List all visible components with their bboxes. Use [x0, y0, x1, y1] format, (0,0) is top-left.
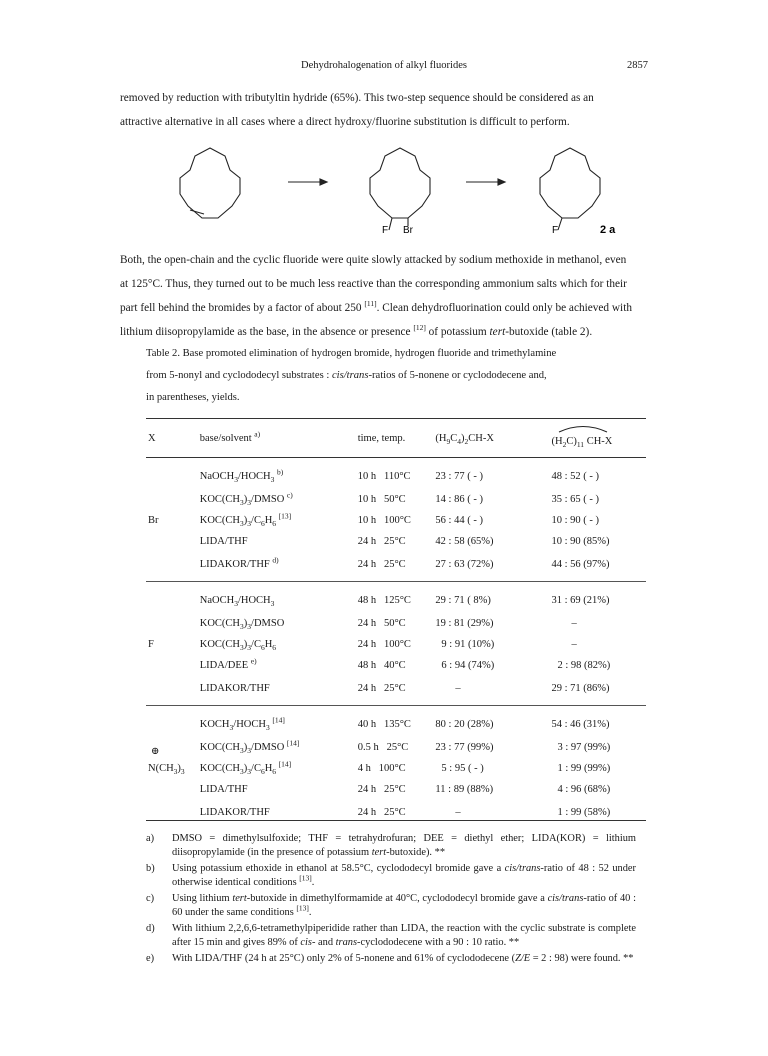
base-cell: $KOC(CH_3)_3$/DMSO: [199, 618, 285, 632]
cyclododecene-cell: –: [571, 618, 577, 629]
table-row: [146, 613, 646, 634]
table-row: [146, 458, 646, 490]
table-row: [146, 737, 646, 758]
time-cell: 10 h 110°C: [357, 471, 411, 482]
nonene-cell: –: [433, 676, 549, 706]
time-cell: 24 h 25°C: [356, 552, 434, 582]
base-cell: $NaOCH_3/HOCH_3$: [199, 595, 275, 609]
time-cell: 48 h 125°C: [357, 595, 411, 606]
label-fluorine: F: [382, 225, 389, 234]
table-footnotes: [146, 832, 636, 969]
paragraph-intro: [120, 86, 660, 134]
time-cell: 24 h 25°C: [357, 784, 406, 795]
time-cell: 4 h 100°C: [357, 763, 406, 774]
results-table: [146, 418, 646, 829]
cyclododecene-cell: 48 : 52 ( - ): [551, 471, 600, 482]
cyclododecene-cell: 1 : 99 (99%): [557, 763, 611, 774]
nonene-cell: 23 : 77 ( - ): [435, 471, 483, 482]
table-row: [146, 489, 646, 510]
time-cell: 24 h 25°C: [357, 806, 406, 818]
footnote-c: c) Using lithium tert-butoxide in dimethylformamide at 40°C, cyclododecyl bromide gave a cis/trans-ratio of 40 : 60 under the same conditions [13].: [146, 893, 636, 918]
cyclododecene-cell: 29 : 71 (86%): [549, 676, 646, 706]
text-line: at 125°C. Thus, they turned out to be much less reactive than the corresponding ammonium salts which for their: [120, 278, 627, 290]
paragraph-results: [120, 248, 660, 344]
table-row: [146, 582, 646, 614]
table-row: [146, 531, 646, 552]
nonene-cell: 9 : 91 (10%): [441, 639, 495, 650]
nonene-cell: 6 : 94 (74%): [441, 660, 495, 671]
cyclododecene-cell: –: [571, 639, 577, 650]
reaction-scheme: [170, 142, 630, 234]
nonene-cell: –: [455, 806, 461, 818]
table-header-row: [146, 419, 646, 458]
cyclododecyl-fluoride-structure: [540, 148, 600, 218]
footnote-e: e) With LIDA/THF (24 h at 25°C) only 2% of 5-nonene and 61% of cyclododecene (Z/E = 2 : 98) were found. **: [146, 953, 634, 964]
cyclododecene-cell: 2 : 98 (82%): [557, 660, 611, 671]
nonene-cell: 11 : 89 (88%): [435, 784, 494, 795]
cyclododecene-structure: [180, 148, 240, 218]
cyclododecene-cell: 54 : 46 (31%): [551, 719, 610, 730]
table-row: [146, 510, 646, 531]
footnote-divider: [146, 820, 646, 821]
nonene-cell: 29 : 71 ( 8%): [435, 595, 491, 606]
base-cell: LIDA/THF: [199, 784, 248, 795]
base-cell: $KOC(CH_3)_3/C_6H_6$ [14]: [199, 759, 292, 777]
label-fluorine: F: [552, 225, 559, 234]
citation: [11]: [364, 299, 377, 309]
base-cell: $NaOCH_3/HOCH_3$ $^{b)}$: [199, 467, 284, 485]
citation: [12]: [413, 323, 426, 333]
header-cyclododecyl: $(H_2C)_{11}$ CH-X: [549, 419, 646, 458]
text-line: attractive alternative in all cases where a direct hydroxy/fluorine substitution is difficult to perform.: [120, 116, 570, 128]
nonene-cell: 80 : 20 (28%): [435, 719, 494, 730]
table-row: [146, 655, 646, 676]
time-cell: 48 h 40°C: [357, 660, 406, 671]
ring-arc-icon: [557, 425, 609, 433]
base-cell: $KOC(CH_3)_3$/DMSO $^{c)}$: [199, 490, 293, 508]
time-cell: 24 h 100°C: [357, 639, 411, 650]
base-cell: LIDA/THF: [199, 536, 248, 547]
base-cell: LIDAKOR/THF: [199, 806, 270, 818]
text-line: Both, the open-chain and the cyclic fluoride were quite slowly attacked by sodium methoxide in methanol, even: [120, 254, 627, 266]
table-row: [146, 634, 646, 655]
base-cell: $KOC(CH_3)_3$/DMSO [14]: [199, 738, 300, 756]
table-row: [146, 779, 646, 800]
x-label-br: Br: [148, 515, 159, 526]
x-label-f: F: [148, 639, 154, 650]
nonene-cell: 27 : 63 (72%): [433, 552, 549, 582]
base-cell: LIDAKOR/THF $^{d)}$: [198, 552, 356, 582]
table-row: [146, 676, 646, 706]
label-bromine: Br: [403, 225, 413, 234]
base-cell: $KOC(CH_3)_3/C_6H_6$: [199, 639, 277, 653]
bromofluorocyclododecane-structure: [370, 148, 430, 218]
nonene-cell: 23 : 77 (99%): [435, 742, 494, 753]
compound-label: 2 a: [600, 224, 616, 234]
text-line: removed by reduction with tributyltin hydride (65%). This two-step sequence should be considered as an: [120, 92, 594, 104]
time-cell: 24 h 25°C: [356, 676, 434, 706]
cyclododecene-cell: 44 : 56 (97%): [549, 552, 646, 582]
time-cell: 24 h 25°C: [357, 536, 406, 547]
header-time: time, temp.: [356, 419, 434, 458]
cyclododecene-cell: 4 : 96 (68%): [557, 784, 611, 795]
cyclododecene-cell: 35 : 65 ( - ): [551, 494, 600, 505]
cyclododecene-cell: 10 : 90 ( - ): [551, 515, 600, 526]
nonene-cell: 19 : 81 (29%): [435, 618, 494, 629]
header-x: X: [146, 419, 198, 458]
footnote-a: a) DMSO = dimethylsulfoxide; THF = tetrahydrofuran; DEE = diethyl ether; LIDA(KOR) = lithium diisopropylamide (in the presence of potassium tert-butoxide). **: [146, 833, 636, 858]
x-label-trimethylammonium: $N(CH_3)_3$: [148, 763, 185, 777]
cyclododecene-cell: 31 : 69 (21%): [551, 595, 610, 606]
nonene-cell: 56 : 44 ( - ): [435, 515, 483, 526]
nonene-cell: 42 : 58 (65%): [435, 536, 494, 547]
base-cell: $KOCH_3/HOCH_3$ [14]: [199, 715, 285, 733]
table-caption: Table 2. Base promoted elimination of hydrogen bromide, hydrogen fluoride and trimethylamine from 5-nonyl and cyclododecyl substrates : cis/trans-ratios of 5-nonene or cyclododecene and, in parentheses, yields.: [146, 348, 557, 403]
header-base: base/solvent $^{a)}$: [198, 419, 356, 458]
table-row: [146, 552, 646, 582]
table-row: [146, 758, 646, 779]
text-line: part fell behind the bromides by a factor of about 250 [11]. Clean dehydrofluorination could only be achieved with: [120, 299, 632, 314]
running-title: Dehydrohalogenation of alkyl fluorides: [301, 60, 467, 71]
time-cell: 40 h 135°C: [357, 719, 411, 730]
table-row: [146, 706, 646, 738]
cyclododecene-cell: 1 : 99 (58%): [557, 806, 611, 818]
time-cell: 0.5 h 25°C: [357, 742, 409, 753]
time-cell: 10 h 50°C: [357, 494, 406, 505]
time-cell: 24 h 50°C: [357, 618, 406, 629]
base-cell: $KOC(CH_3)_3/C_6H_6$ [13]: [199, 511, 292, 529]
footnote-d: d) With lithium 2,2,6,6-tetramethylpiperidide rather than LIDA, the reaction with the cyclic substrate is complete after 15 min and gives 89% of cis- and trans-cyclododecene with a 90 : 10 ratio. **: [146, 923, 636, 948]
base-cell: LIDAKOR/THF: [198, 676, 356, 706]
time-cell: 10 h 100°C: [357, 515, 411, 526]
cyclododecene-cell: 3 : 97 (99%): [557, 742, 611, 753]
cyclododecene-cell: 10 : 90 (85%): [551, 536, 610, 547]
header-nonyl: $(H_9C_4)_2CH-X$: [433, 419, 549, 458]
text-line: lithium diisopropylamide as the base, in the absence or presence [12] of potassium tert-butoxide (table 2).: [120, 323, 593, 338]
footnote-b: b) Using potassium ethoxide in ethanol at 58.5°C, cyclododecyl bromide gave a cis/trans-ratio of 48 : 52 under otherwise identical conditions [13].: [146, 863, 636, 888]
base-cell: LIDA/DEE $^{e)}$: [199, 656, 257, 671]
nonene-cell: 14 : 86 ( - ): [435, 494, 483, 505]
table-row: [146, 800, 646, 829]
charge-symbol: ⊕: [151, 746, 160, 757]
nonene-cell: 5 : 95 ( - ): [441, 763, 484, 774]
page-number: 2857: [627, 60, 648, 71]
